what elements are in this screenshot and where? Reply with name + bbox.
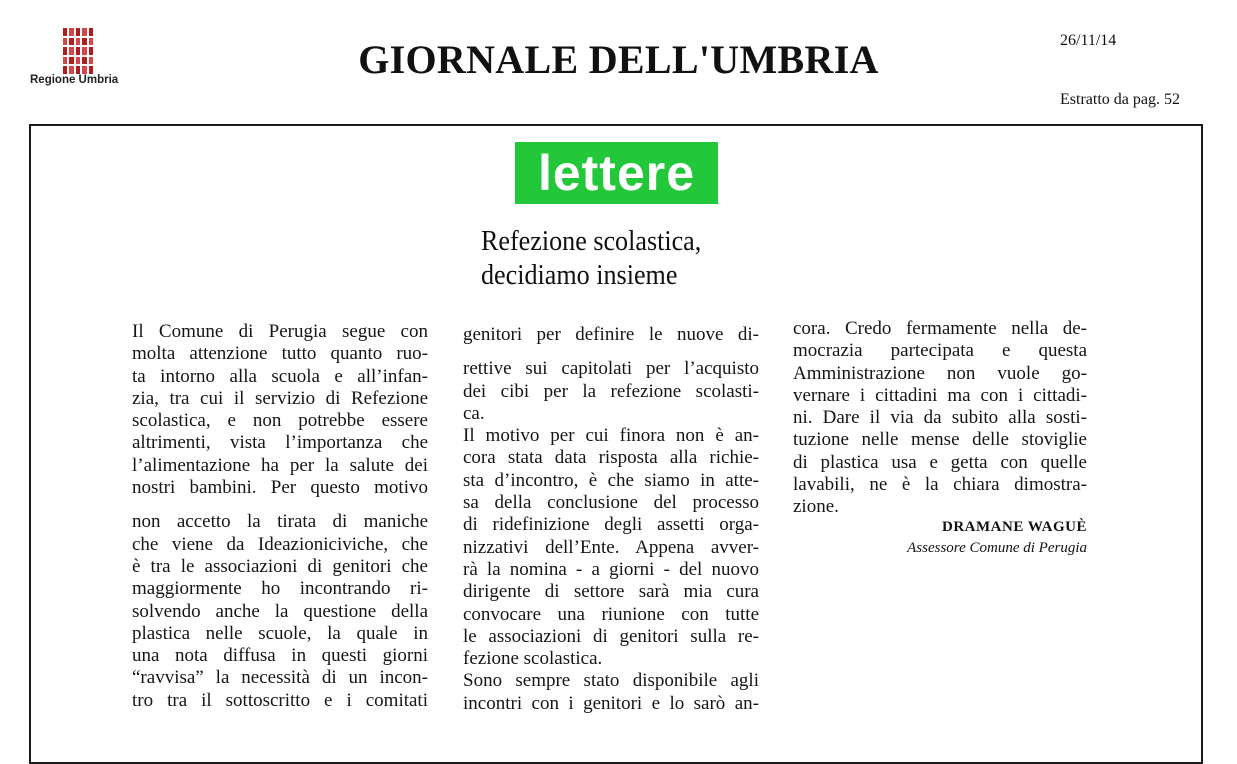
- author-signature: DRAMANE WAGUÈ: [942, 519, 1087, 535]
- text-line: sa della conclusione del processo: [463, 492, 759, 514]
- text-line: scolastica, e non potrebbe essere: [132, 410, 428, 432]
- text-line: di plastica usa e getta con quelle: [793, 451, 1087, 473]
- article-column-1: [132, 321, 428, 712]
- text-line: tro tra il sottoscritto e i comitati: [132, 689, 428, 711]
- text-line: zia, tra cui il servizio di Refezione: [132, 387, 428, 409]
- text-line: ca.: [463, 402, 485, 424]
- text-line: maggiormente ho incontrando ri-: [132, 578, 428, 600]
- text-line: dei cibi per la refezione scolasti-: [463, 380, 759, 402]
- text-line: di ridefinizione degli assetti orga-: [463, 514, 759, 536]
- text-line: lavabili, ne è la chiara dimostra-: [793, 474, 1087, 496]
- text-line: “ravvisa” la necessità di un incon-: [132, 667, 428, 689]
- text-line: tuzione nelle mense delle stoviglie: [793, 429, 1087, 451]
- text-line: le associazioni di genitori sulla re-: [463, 625, 759, 647]
- text-line: Il motivo per cui finora non è an-: [463, 425, 759, 447]
- text-line: nostri bambini. Per questo motivo: [132, 477, 428, 499]
- line-gap: [132, 499, 428, 511]
- page-extract-note: Estratto da pag. 52: [1060, 91, 1180, 108]
- author-role: Assessore Comune di Perugia: [907, 540, 1087, 556]
- headline-line: Refezione scolastica,: [481, 225, 702, 257]
- text-line: non accetto la tirata di maniche: [132, 511, 428, 533]
- text-line: una nota diffusa in questi giorni: [132, 645, 428, 667]
- newspaper-masthead: GIORNALE DELL'UMBRIA: [358, 37, 879, 82]
- publication-date: 26/11/14: [1060, 32, 1117, 49]
- text-line: sta d’incontro, è che siamo in atte-: [463, 469, 759, 491]
- text-line: genitori per definire le nuove di-: [463, 324, 759, 345]
- text-line: è tra le associazioni di genitori che: [132, 555, 428, 577]
- logo-label: Regione Umbria: [30, 74, 119, 86]
- text-line: incontri con i genitori e lo sarò an-: [463, 692, 759, 714]
- text-line: plastica nelle scuole, la quale in: [132, 622, 428, 644]
- article-column-2: [463, 324, 759, 715]
- line-gap: [463, 346, 759, 358]
- text-line: che viene da Ideazioniciviche, che: [132, 533, 428, 555]
- text-line: ta intorno alla scuola e all’infan-: [132, 365, 428, 387]
- headline-line: decidiamo insieme: [481, 259, 678, 291]
- article-headline: [481, 224, 701, 292]
- article-column-3: [793, 318, 1087, 519]
- text-line: l’alimentazione ha per la salute dei: [132, 454, 428, 476]
- text-line: ni. Dare il via da subito alla sosti-: [793, 407, 1087, 429]
- text-line: rà la nomina - a giorni - del nuovo: [463, 558, 759, 580]
- text-line: Il Comune di Perugia segue con: [132, 321, 428, 342]
- section-label: lettere: [515, 142, 718, 204]
- text-line: fezione scolastica.: [463, 648, 603, 670]
- text-line: zione.: [793, 496, 839, 518]
- text-line: altrimenti, vista l’importanza che: [132, 432, 428, 454]
- text-line: Sono sempre stato disponibile agli: [463, 670, 759, 692]
- text-line: molta attenzione tutto quanto ruo-: [132, 343, 428, 365]
- text-line: cora stata data risposta alla richie-: [463, 447, 759, 469]
- text-line: rettive sui capitolati per l’acquisto: [463, 358, 759, 380]
- text-line: mocrazia partecipata e questa: [793, 340, 1087, 362]
- text-line: Amministrazione non vuole go-: [793, 362, 1087, 384]
- text-line: convocare una riunione con tutte: [463, 603, 759, 625]
- text-line: dirigente di settore sarà mia cura: [463, 581, 759, 603]
- text-line: cora. Credo fermamente nella de-: [793, 318, 1087, 339]
- text-line: vernare i cittadini ma con i cittadi-: [793, 384, 1087, 406]
- text-line: solvendo anche la questione della: [132, 600, 428, 622]
- text-line: nizzativi dell’Ente. Appena avver-: [463, 536, 759, 558]
